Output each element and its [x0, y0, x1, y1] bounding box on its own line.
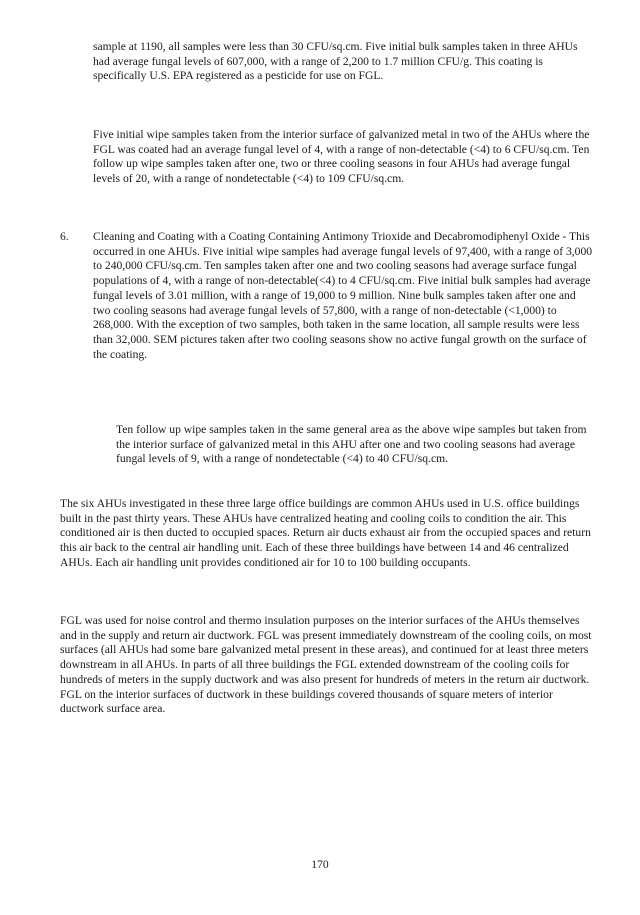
paragraph-wipe-samples: Five initial wipe samples taken from the interior surface of galvanized metal in two of the AHUs where the FGL was coated had an average fungal level of 4, with a range of non-detectable (<4) to 6 CFU/sq.cm. Ten follow up wipe samples taken after one, two or three cooling seasons in four AHUs had average fungal levels of 20, with a range of nondetectable (<4) to 109 CFU/sq.cm.	[93, 128, 590, 186]
paragraph-follow-up-wipe: Ten follow up wipe samples taken in the same general area as the above wipe samples but taken from the interior surface of galvanized metal in this AHU after one and two cooling seasons had average fungal levels of 9, with a range of nondetectable (<4) to 40 CFU/sq.cm.	[116, 423, 587, 466]
paragraph-fgl-usage: FGL was used for noise control and thermo insulation purposes on the interior surfaces of the AHUs themselves and in the supply and return air ductwork. FGL was present immediately downstream of the cooling coils, on most surfaces (all AHUs had some bare galvanized metal present in these areas), and continued for at least three meters downstream in all AHUs. In parts of all three buildings the FGL extended downstream of the cooling coils for hundreds of meters in the supply ductwork and was also present for hundreds of meters in the return air ductwork. FGL on the interior surfaces of ductwork in these buildings covered thousands of square meters of interior ductwork surface area.	[60, 614, 592, 716]
paragraph-sample-results: sample at 1190, all samples were less than 30 CFU/sq.cm. Five initial bulk samples taken in three AHUs had average fungal levels of 607,000, with a range of 2,200 to 1.7 million CFU/g. This coating is specifically U.S. EPA registered as a pesticide for use on FGL.	[93, 40, 578, 83]
list-item-number: 6.	[60, 230, 69, 243]
list-item-text: Cleaning and Coating with a Coating Containing Antimony Trioxide and Decabromodiphenyl Oxide - This occurred in one AHUs. Five initial wipe samples had average fungal levels of 97,400, with a range of 3,000 to 240,000 CFU/sq.cm. Ten samples taken after one and two cooling seasons had average surface fungal populations of 4, with a range of non-detectable(<4) to 4 CFU/sq.cm. Five initial bulk samples had average fungal levels of 3.01 million, with a range of 19,000 to 9 million. Nine bulk samples taken after one and two cooling seasons had average fungal levels of 57,800, with a range of non-detectable (<1,000) to 268,000. With the exception of two samples, both taken in the same location, all sample results were less than 32,000. SEM pictures taken after two cooling seasons show no active fungal growth on the surface of the coating.	[93, 230, 593, 361]
page-number: 170	[311, 858, 329, 871]
paragraph-ahus-investigated: The six AHUs investigated in these three large office buildings are common AHUs used in U.S. office buildings built in the past thirty years. These AHUs have centralized heating and cooling coils to condition the air. This conditioned air is then ducted to occupied spaces. Return air ducts exhaust air from the occupied spaces and return this air back to the central air handling unit. Each of these three buildings have between 14 and 46 centralized AHUs. Each air handling unit provides conditioned air for 10 to 100 building occupants.	[60, 497, 591, 569]
